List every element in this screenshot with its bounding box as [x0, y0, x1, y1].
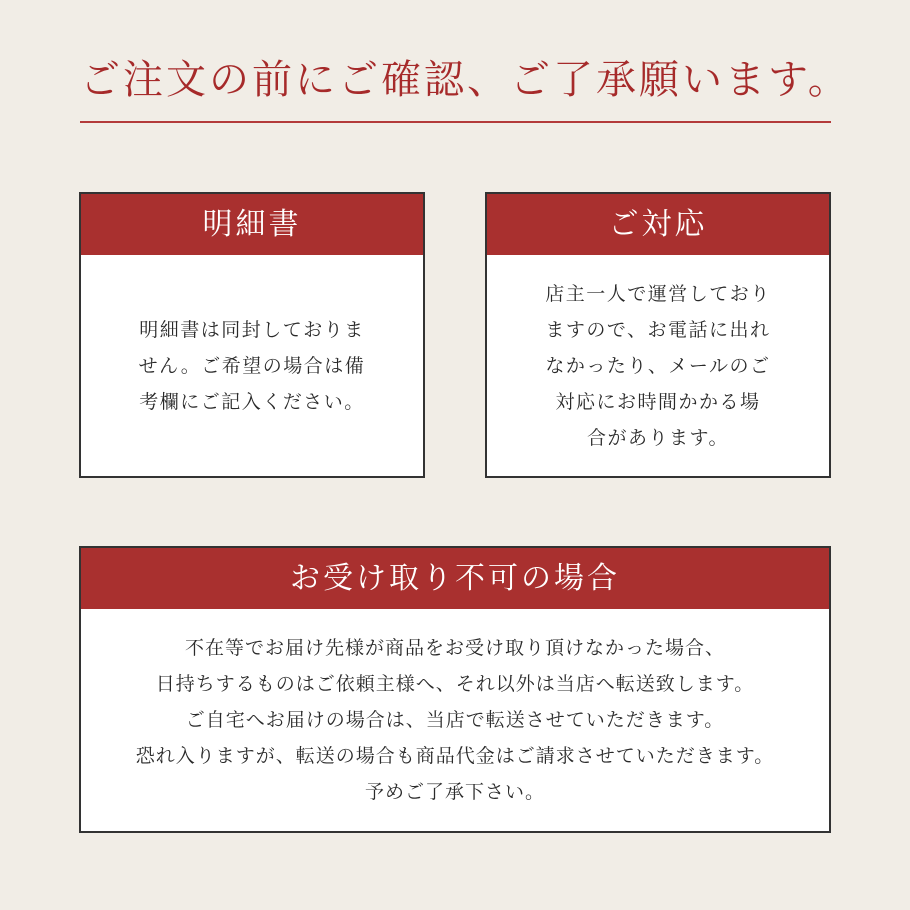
statement-text-line: 明細書は同封しておりま	[139, 318, 365, 341]
support-body	[487, 255, 829, 476]
statement-body	[81, 255, 423, 476]
statement-text-line: せん。ご希望の場合は備	[138, 354, 366, 377]
statement-heading: 明細書	[81, 194, 423, 255]
undeliverable-body	[81, 609, 829, 831]
undeliverable-text-line: 恐れ入りますが、転送の場合も商品代金はご請求させていただきます。	[135, 745, 775, 767]
statement-card	[79, 192, 425, 478]
undeliverable-text-line: ご自宅へお届けの場合は、当店で転送させていただきます。	[185, 709, 725, 731]
support-text-line: なかったり、メールのご	[545, 354, 771, 377]
undeliverable-text-line: 日持ちするものはご依頼主様へ、それ以外は当店へ転送致します。	[155, 673, 755, 695]
statement-text-line: 考欄にご記入ください。	[139, 390, 365, 413]
page-title: ご注文の前にご確認、ご了承願います。	[80, 57, 851, 103]
support-text-line: ますので、お電話に出れ	[545, 318, 771, 341]
undeliverable-card	[79, 546, 831, 833]
undeliverable-text-line: 不在等でお届け先様が商品をお受け取り頂けなかった場合、	[184, 637, 725, 659]
undeliverable-text-line: 予めご了承下さい。	[364, 781, 545, 803]
support-heading: ご対応	[487, 194, 829, 255]
support-text-line: 合があります。	[587, 426, 729, 449]
title-divider	[80, 121, 831, 123]
undeliverable-heading: お受け取り不可の場合	[81, 548, 829, 609]
support-card	[485, 192, 831, 478]
support-text-line: 店主一人で運営しており	[545, 282, 771, 305]
support-text-line: 対応にお時間かかる場	[555, 390, 761, 413]
